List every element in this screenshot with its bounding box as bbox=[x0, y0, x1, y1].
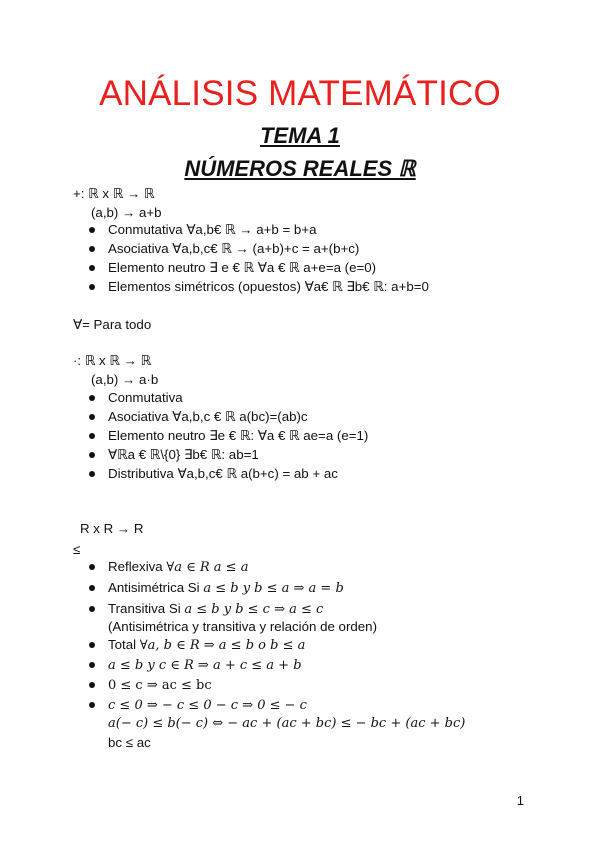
item-math: a ≤ b y b ≤ c ⇒ a ≤ c bbox=[184, 602, 324, 617]
bullet-icon bbox=[89, 606, 95, 612]
topic-heading: TEMA 1 bbox=[260, 123, 340, 148]
item-math: c ≤ 0 ⇒ − c ≤ 0 − c ⇒ 0 ≤ − c bbox=[108, 698, 307, 713]
list-item: ∀ℝa € ℝ\{0} ∃b€ ℝ: ab=1 bbox=[108, 447, 259, 462]
bullet-icon bbox=[89, 564, 95, 570]
bullet-icon bbox=[89, 433, 95, 439]
derivation-result: bc ≤ ac bbox=[108, 735, 151, 750]
sum-operation: +: ℝ x ℝ → ℝ bbox=[73, 186, 155, 201]
for-all-note: ∀= Para todo bbox=[73, 317, 152, 332]
list-item bbox=[108, 559, 248, 576]
product-operation: ·: ℝ x ℝ → ℝ bbox=[73, 353, 152, 368]
bullet-icon bbox=[89, 471, 95, 477]
bullet-icon bbox=[89, 265, 95, 271]
item-math: ∀a ∈ R a ≤ a bbox=[166, 560, 249, 575]
list-item bbox=[108, 657, 302, 674]
bullet-icon bbox=[89, 284, 95, 290]
list-item: Conmutativa bbox=[108, 390, 183, 405]
bullet-icon bbox=[89, 246, 95, 252]
product-mapping: (a,b) → a·b bbox=[91, 372, 159, 387]
bullet-icon bbox=[89, 682, 95, 688]
bullet-icon bbox=[89, 662, 95, 668]
order-note: (Antisimétrica y transitiva y relación de orden) bbox=[108, 619, 377, 634]
item-math: ∀a, b ∈ R ⇒ a ≤ b o b ≤ a bbox=[139, 638, 306, 653]
list-item: Elemento neutro ∃e € ℝ: ∀a € ℝ ae=a (e=1) bbox=[108, 428, 369, 443]
list-item: Distributiva ∀a,b,c€ ℝ a(b+c) = ab + ac bbox=[108, 466, 338, 481]
list-item: Elementos simétricos (opuestos) ∀a€ ℝ ∃b€ ℝ: a+b=0 bbox=[108, 279, 429, 294]
sum-mapping: (a,b) → a+b bbox=[91, 205, 162, 220]
bullet-icon bbox=[89, 414, 95, 420]
bullet-icon bbox=[89, 702, 95, 708]
list-item bbox=[108, 697, 307, 714]
item-text: Antisimétrica Si bbox=[108, 580, 204, 595]
derivation-line: a(− c) ≤ b(− c) ⇔ − ac + (ac + bc) ≤ − bc + (ac + bc) bbox=[108, 716, 466, 731]
bullet-icon bbox=[89, 642, 95, 648]
list-item: Elemento neutro ∃ e € ℝ ∀a € ℝ a+e=a (e=0) bbox=[108, 260, 377, 275]
document-title: ANÁLISIS MATEMÁTICO bbox=[99, 74, 501, 113]
bullet-icon bbox=[89, 227, 95, 233]
item-text: Reflexiva bbox=[108, 559, 167, 574]
bullet-icon bbox=[89, 452, 95, 458]
list-item: Asociativa ∀a,b,c€ ℝ → (a+b)+c = a+(b+c) bbox=[108, 241, 360, 256]
item-math: 0 ≤ c ⇒ ac ≤ bc bbox=[108, 678, 212, 693]
order-symbol: ≤ bbox=[73, 542, 81, 557]
page-number: 1 bbox=[516, 793, 524, 808]
item-math: a ≤ b y b ≤ a ⇒ a = b bbox=[203, 581, 344, 596]
item-math: a ≤ b y c ∈ R ⇒ a + c ≤ a + b bbox=[108, 658, 302, 673]
list-item: Asociativa ∀a,b,c € ℝ a(bc)=(ab)c bbox=[108, 409, 308, 424]
bullet-icon bbox=[89, 585, 95, 591]
section-heading: NÚMEROS REALES ℝ bbox=[184, 156, 416, 181]
list-item bbox=[108, 637, 305, 654]
list-item bbox=[108, 580, 344, 597]
list-item: Conmutativa ∀a,b€ ℝ → a+b = b+a bbox=[108, 222, 317, 237]
item-text: Total bbox=[108, 637, 140, 652]
order-operation: R x R → R bbox=[80, 521, 144, 536]
bullet-icon bbox=[89, 395, 95, 401]
item-text: Transitiva Si bbox=[108, 601, 185, 616]
list-item bbox=[108, 677, 212, 694]
list-item bbox=[108, 601, 323, 618]
